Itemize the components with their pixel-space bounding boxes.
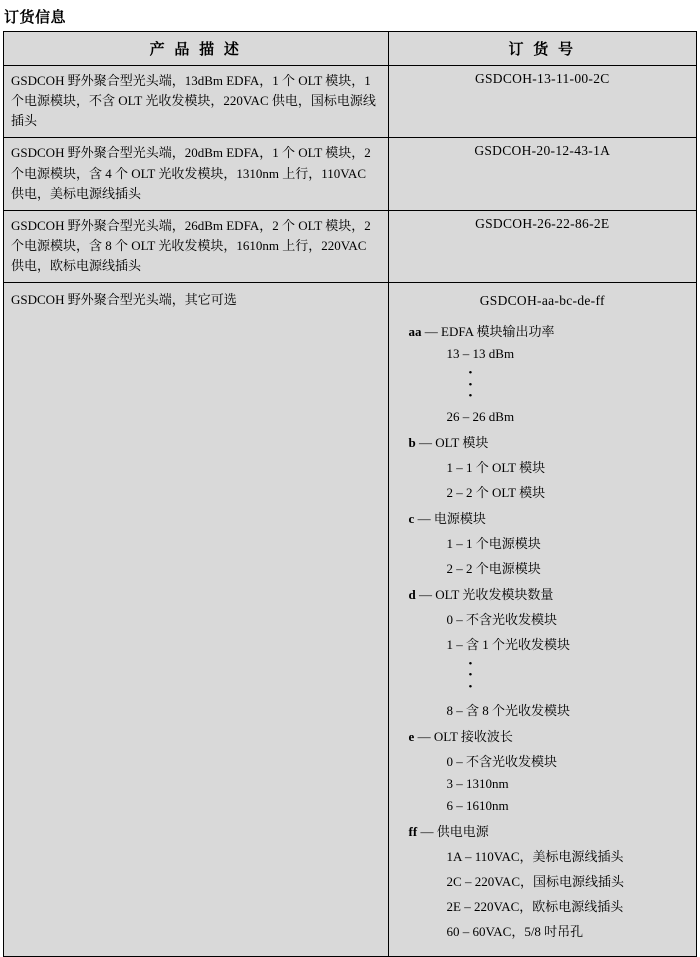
column-header-order-code: 订 货 号 bbox=[388, 32, 696, 66]
legend-group-key: aa bbox=[408, 324, 422, 340]
legend-group-key: c bbox=[408, 510, 415, 526]
legend-option: 1 – 含 1 个光收发模块 bbox=[446, 636, 571, 652]
legend-group-key: d bbox=[408, 586, 416, 602]
legend-group-head: c — 电源模块 bbox=[408, 510, 486, 526]
table-header-row bbox=[4, 32, 697, 66]
order-code: GSDCOH-20-12-43-1A bbox=[388, 138, 696, 210]
legend-option: 1 – 1 个电源模块 bbox=[446, 535, 541, 551]
legend-option: 2C – 220VAC，国标电源线插头 bbox=[446, 873, 624, 889]
product-description: GSDCOH 野外聚合型光头端，20dBm EDFA，1 个 OLT 模块，2 个电源模块，含 4 个 OLT 光收发模块，1310nm 上行，110VAC 供电，美标电源线插头 bbox=[4, 138, 389, 210]
product-description: GSDCOH 野外聚合型光头端，13dBm EDFA，1 个 OLT 模块，1 个电源模块，不含 OLT 光收发模块，220VAC 供电，国标电源线插头 bbox=[4, 66, 389, 138]
legend-group bbox=[399, 321, 686, 425]
table-row-legend bbox=[4, 283, 697, 956]
legend-option: 13 – 13 dBm bbox=[446, 346, 515, 362]
order-code: GSDCOH-26-22-86-2E bbox=[388, 210, 696, 282]
legend-ellipsis: • • • bbox=[468, 657, 473, 693]
product-description: GSDCOH 野外聚合型光头端，26dBm EDFA，2 个 OLT 模块，2 个电源模块，含 8 个 OLT 光收发模块，1610nm 上行，220VAC 供电，欧标电源线插头 bbox=[4, 210, 389, 282]
legend-group bbox=[399, 726, 686, 814]
legend-option: 1A – 110VAC，美标电源线插头 bbox=[446, 848, 624, 864]
legend-option: 3 – 1310nm bbox=[446, 775, 509, 791]
legend-group-key: ff bbox=[408, 823, 418, 839]
legend-group bbox=[399, 584, 686, 719]
product-description-configurable: GSDCOH 野外聚合型光头端，其它可选 bbox=[4, 283, 389, 956]
legend-group bbox=[399, 508, 686, 577]
legend-ellipsis: • • • bbox=[468, 367, 473, 403]
legend-option: 8 – 含 8 个光收发模块 bbox=[446, 702, 571, 718]
column-header-description: 产 品 描 述 bbox=[4, 32, 389, 66]
legend-group-key: b bbox=[408, 434, 416, 450]
legend-groups bbox=[399, 321, 686, 939]
legend-group-key: e bbox=[408, 728, 415, 744]
table-row bbox=[4, 66, 697, 138]
order-code: GSDCOH-13-11-00-2C bbox=[388, 66, 696, 138]
legend-option: 2 – 2 个 OLT 模块 bbox=[446, 484, 546, 500]
legend-option: 1 – 1 个 OLT 模块 bbox=[446, 459, 546, 475]
legend-option: 0 – 不含光收发模块 bbox=[446, 611, 558, 627]
legend-option: 26 – 26 dBm bbox=[446, 408, 515, 424]
legend-option: 60 – 60VAC，5/8 吋吊孔 bbox=[446, 923, 584, 939]
legend-group-head: aa — EDFA 模块输出功率 bbox=[408, 324, 555, 340]
table-row bbox=[4, 138, 697, 210]
table-body bbox=[4, 66, 697, 957]
ordering-information-table bbox=[3, 31, 697, 957]
order-code-legend bbox=[388, 283, 696, 956]
table-header bbox=[4, 32, 697, 66]
order-code-pattern: GSDCOH-aa-bc-de-ff bbox=[479, 293, 605, 309]
legend-option: 2E – 220VAC，欧标电源线插头 bbox=[446, 898, 624, 914]
table-row bbox=[4, 210, 697, 282]
legend-group-head: d — OLT 光收发模块数量 bbox=[408, 586, 554, 602]
legend-option: 6 – 1610nm bbox=[446, 797, 509, 813]
legend-group bbox=[399, 821, 686, 940]
legend-option: 0 – 不含光收发模块 bbox=[446, 753, 558, 769]
legend-group-head: ff — 供电电源 bbox=[408, 823, 489, 839]
legend-group-head: e — OLT 接收波长 bbox=[408, 728, 513, 744]
page-title: 订货信息 bbox=[4, 9, 67, 26]
legend-group bbox=[399, 432, 686, 501]
legend-option: 2 – 2 个电源模块 bbox=[446, 560, 541, 576]
legend-group-head: b — OLT 模块 bbox=[408, 434, 489, 450]
